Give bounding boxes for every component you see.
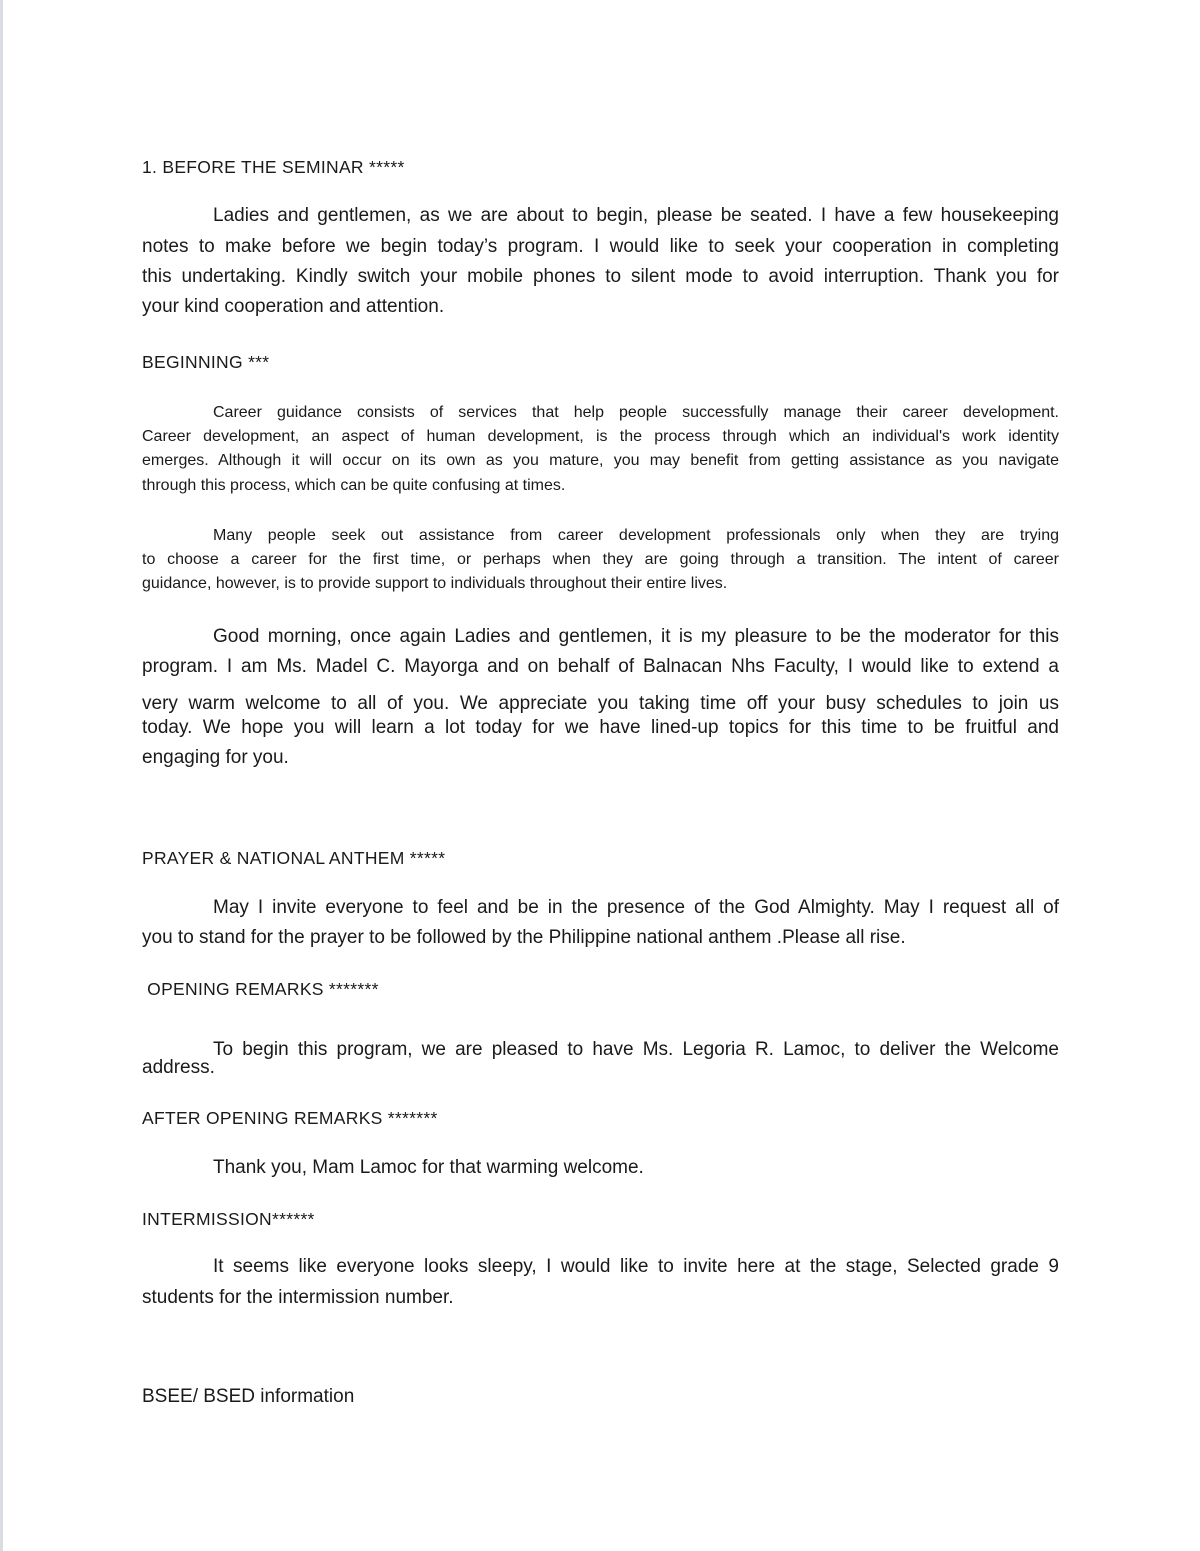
heading-opening-remarks: OPENING REMARKS ******* <box>142 979 379 999</box>
heading-intermission: INTERMISSION****** <box>142 1209 315 1229</box>
welcome-paragraph-line: today. We hope you will learn a lot today for we have lined-up topics for this time to be fruitful and <box>142 717 1059 738</box>
career-development-line: guidance, however, is to provide support to individuals throughout their entire lives. <box>142 575 728 592</box>
before-paragraph-line: this undertaking. Kindly switch your mobile phones to silent mode to avoid interruption. Thank you for <box>142 266 1059 287</box>
opening-paragraph-line: To begin this program, we are pleased to have Ms. Legoria R. Lamoc, to deliver the Welcome <box>213 1039 1059 1060</box>
after-opening-paragraph-line: Thank you, Mam Lamoc for that warming welcome. <box>213 1157 644 1178</box>
prayer-paragraph-line: you to stand for the prayer to be followed by the Philippine national anthem .Please all rise. <box>142 927 906 948</box>
welcome-paragraph-line: Good morning, once again Ladies and gentlemen, it is my pleasure to be the moderator for this <box>213 626 1059 647</box>
heading-before-seminar: 1. BEFORE THE SEMINAR ***** <box>142 157 405 177</box>
prayer-paragraph-line: May I invite everyone to feel and be in the presence of the God Almighty. May I request all of <box>213 897 1059 918</box>
opening-paragraph-line: address. <box>142 1057 215 1078</box>
intermission-paragraph-line: students for the intermission number. <box>142 1287 454 1308</box>
career-development-line: Many people seek out assistance from career development professionals only when they are trying <box>213 527 1059 544</box>
before-paragraph-line: your kind cooperation and attention. <box>142 296 445 317</box>
heading-bsee-bsed-information: BSEE/ BSED information <box>142 1386 355 1407</box>
heading-beginning: BEGINNING *** <box>142 352 270 372</box>
before-paragraph-line: notes to make before we begin today’s program. I would like to seek your cooperation in completing <box>142 236 1059 257</box>
before-paragraph-line: Ladies and gentlemen, as we are about to begin, please be seated. I have a few housekeeping <box>213 205 1059 226</box>
career-development-line: to choose a career for the first time, or perhaps when they are going through a transition. The intent of career <box>142 551 1059 568</box>
welcome-paragraph-line: very warm welcome to all of you. We appreciate you taking time off your busy schedules to join us <box>142 693 1059 714</box>
welcome-paragraph-line: program. I am Ms. Madel C. Mayorga and on behalf of Balnacan Nhs Faculty, I would like to extend a <box>142 656 1059 677</box>
career-guidance-line: Career development, an aspect of human development, is the process through which an individual's work identity <box>142 428 1059 445</box>
career-guidance-line: Career guidance consists of services that help people successfully manage their career development. <box>213 404 1059 421</box>
career-guidance-line: emerges. Although it will occur on its own as you mature, you may benefit from getting assistance as you navigate <box>142 452 1059 469</box>
welcome-paragraph-line: engaging for you. <box>142 747 289 768</box>
intermission-paragraph-line: It seems like everyone looks sleepy, I would like to invite here at the stage, Selected grade 9 <box>213 1256 1059 1277</box>
heading-after-opening-remarks: AFTER OPENING REMARKS ******* <box>142 1108 438 1128</box>
heading-prayer-anthem: PRAYER & NATIONAL ANTHEM ***** <box>142 848 446 868</box>
career-guidance-line: through this process, which can be quite confusing at times. <box>142 477 566 494</box>
